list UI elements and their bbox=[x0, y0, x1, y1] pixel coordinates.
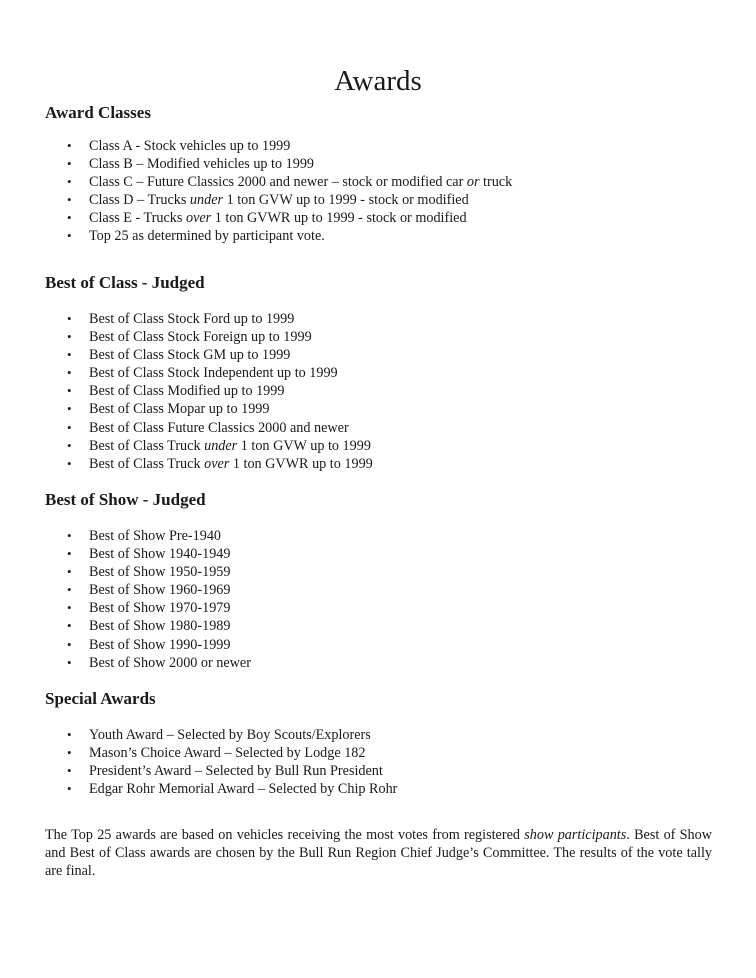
item-text: Best of Show Pre-1940 bbox=[89, 528, 222, 544]
list-item bbox=[45, 191, 725, 209]
bullet-icon: • bbox=[67, 618, 72, 634]
section-best-of-class bbox=[45, 273, 725, 473]
list-item bbox=[45, 455, 725, 473]
item-text: Top 25 as determined by participant vote. bbox=[89, 228, 325, 245]
item-text: Best of Class Future Classics 2000 and newer bbox=[89, 419, 349, 436]
bullet-icon: • bbox=[67, 210, 72, 226]
list-item bbox=[45, 636, 725, 654]
section-heading: Best of Class - Judged bbox=[45, 273, 205, 292]
page-title: Awards bbox=[334, 65, 422, 98]
bullet-icon: • bbox=[67, 636, 72, 652]
item-text: Best of Class Stock Foreign up to 1999 bbox=[89, 329, 312, 346]
list-item bbox=[45, 400, 725, 418]
list-item bbox=[45, 545, 725, 563]
item-text: Class C – Future Classics 2000 and newer – stock or modified car bbox=[89, 174, 467, 191]
item-text: Class A - Stock vehicles up to 1999 bbox=[89, 138, 291, 154]
list-item bbox=[45, 173, 725, 191]
list-item bbox=[45, 137, 725, 155]
item-text: 1 ton GVW up to 1999 bbox=[237, 437, 371, 454]
list-item bbox=[45, 654, 725, 672]
list-item bbox=[45, 310, 725, 328]
item-text: Best of Show 1970-1979 bbox=[89, 600, 231, 617]
item-text: Class D – Trucks bbox=[89, 192, 190, 209]
item-emphasis: or bbox=[466, 174, 480, 191]
bullet-icon: • bbox=[67, 156, 72, 172]
item-text: truck bbox=[479, 174, 513, 191]
bullet-icon: • bbox=[67, 311, 72, 326]
item-text: Best of Class Stock Ford up to 1999 bbox=[89, 311, 295, 327]
item-text: Class E - Trucks bbox=[89, 210, 186, 227]
section-heading: Award Classes bbox=[45, 103, 151, 122]
list-item bbox=[45, 780, 725, 798]
list-item bbox=[45, 563, 725, 581]
bullet-icon: • bbox=[67, 138, 72, 153]
bullet-icon: • bbox=[67, 600, 72, 616]
item-text: Best of Class Truck bbox=[89, 437, 205, 454]
bullet-icon: • bbox=[67, 383, 72, 399]
note-emphasis: show participants bbox=[524, 827, 627, 843]
item-text: Class B – Modified vehicles up to 1999 bbox=[89, 156, 315, 173]
item-text: Best of Class Truck bbox=[89, 455, 205, 472]
item-text: Best of Show 1980-1989 bbox=[89, 618, 231, 635]
list-item bbox=[45, 617, 725, 635]
list-item bbox=[45, 209, 725, 227]
item-text: Best of Class Stock Independent up to 1999 bbox=[89, 365, 338, 382]
list-item bbox=[45, 744, 725, 762]
item-text: Mason’s Choice Award – Selected by Lodge 182 bbox=[89, 745, 366, 762]
bullet-icon: • bbox=[67, 347, 72, 363]
item-text: Edgar Rohr Memorial Award – Selected by Chip Rohr bbox=[89, 781, 398, 798]
section-special-awards bbox=[45, 689, 725, 798]
list-item bbox=[45, 437, 725, 455]
bullet-icon: • bbox=[67, 329, 72, 345]
bullet-icon: • bbox=[67, 437, 72, 453]
section-best-of-show bbox=[45, 490, 725, 672]
bullet-icon: • bbox=[67, 365, 72, 381]
item-text: Best of Show 2000 or newer bbox=[89, 654, 251, 671]
bullet-icon: • bbox=[67, 745, 72, 761]
bullet-icon: • bbox=[67, 419, 72, 435]
section-award-classes bbox=[45, 103, 725, 246]
award-classes-list bbox=[45, 137, 725, 246]
item-text: Best of Show 1940-1949 bbox=[89, 546, 231, 563]
item-text: Best of Show 1990-1999 bbox=[89, 636, 231, 653]
item-text: Best of Show 1950-1959 bbox=[89, 564, 231, 581]
closing-note bbox=[45, 826, 712, 880]
bullet-icon: • bbox=[67, 763, 72, 779]
item-text: President’s Award – Selected by Bull Run President bbox=[89, 763, 383, 780]
list-item bbox=[45, 581, 725, 599]
list-item bbox=[45, 382, 725, 400]
note-text: The Top 25 awards are based on vehicles receiving the most votes from registered bbox=[45, 827, 525, 843]
section-heading: Best of Show - Judged bbox=[45, 490, 206, 509]
item-emphasis: under bbox=[204, 437, 238, 454]
item-text: Best of Class Modified up to 1999 bbox=[89, 383, 285, 400]
bullet-icon: • bbox=[67, 528, 72, 543]
bullet-icon: • bbox=[67, 174, 72, 190]
note-text: . Best of Show and Best of Class awards are chosen by the Bull Run Region Chief Judge’s Committee. The results of the vote tally are final. bbox=[45, 827, 712, 879]
bullet-icon: • bbox=[67, 546, 72, 562]
list-item bbox=[45, 364, 725, 382]
item-emphasis: under bbox=[189, 192, 224, 209]
bullet-icon: • bbox=[67, 401, 72, 417]
item-text: Best of Class Stock GM up to 1999 bbox=[89, 347, 291, 364]
item-text: Best of Class Mopar up to 1999 bbox=[89, 401, 270, 418]
item-text: 1 ton GVWR up to 1999 - stock or modified bbox=[211, 210, 467, 227]
bullet-icon: • bbox=[67, 727, 72, 742]
list-item bbox=[45, 726, 725, 744]
list-item bbox=[45, 527, 725, 545]
section-heading: Special Awards bbox=[45, 689, 156, 708]
special-awards-list bbox=[45, 726, 725, 798]
item-text: 1 ton GVWR up to 1999 bbox=[229, 455, 373, 472]
list-item bbox=[45, 762, 725, 780]
best-of-show-list bbox=[45, 527, 725, 672]
item-text: Youth Award – Selected by Boy Scouts/Explorers bbox=[89, 727, 371, 743]
bullet-icon: • bbox=[67, 781, 72, 797]
bullet-icon: • bbox=[67, 654, 72, 670]
item-text: Best of Show 1960-1969 bbox=[89, 582, 231, 599]
item-text: 1 ton GVW up to 1999 - stock or modified bbox=[223, 192, 469, 209]
bullet-icon: • bbox=[67, 192, 72, 208]
item-emphasis: over bbox=[185, 210, 212, 227]
list-item bbox=[45, 419, 725, 437]
bullet-icon: • bbox=[67, 582, 72, 598]
list-item bbox=[45, 155, 725, 173]
bullet-icon: • bbox=[67, 228, 72, 244]
best-of-class-list bbox=[45, 310, 725, 473]
list-item bbox=[45, 599, 725, 617]
bullet-icon: • bbox=[67, 455, 72, 471]
list-item bbox=[45, 328, 725, 346]
bullet-icon: • bbox=[67, 564, 72, 580]
list-item bbox=[45, 227, 725, 245]
list-item bbox=[45, 346, 725, 364]
item-emphasis: over bbox=[204, 455, 230, 472]
